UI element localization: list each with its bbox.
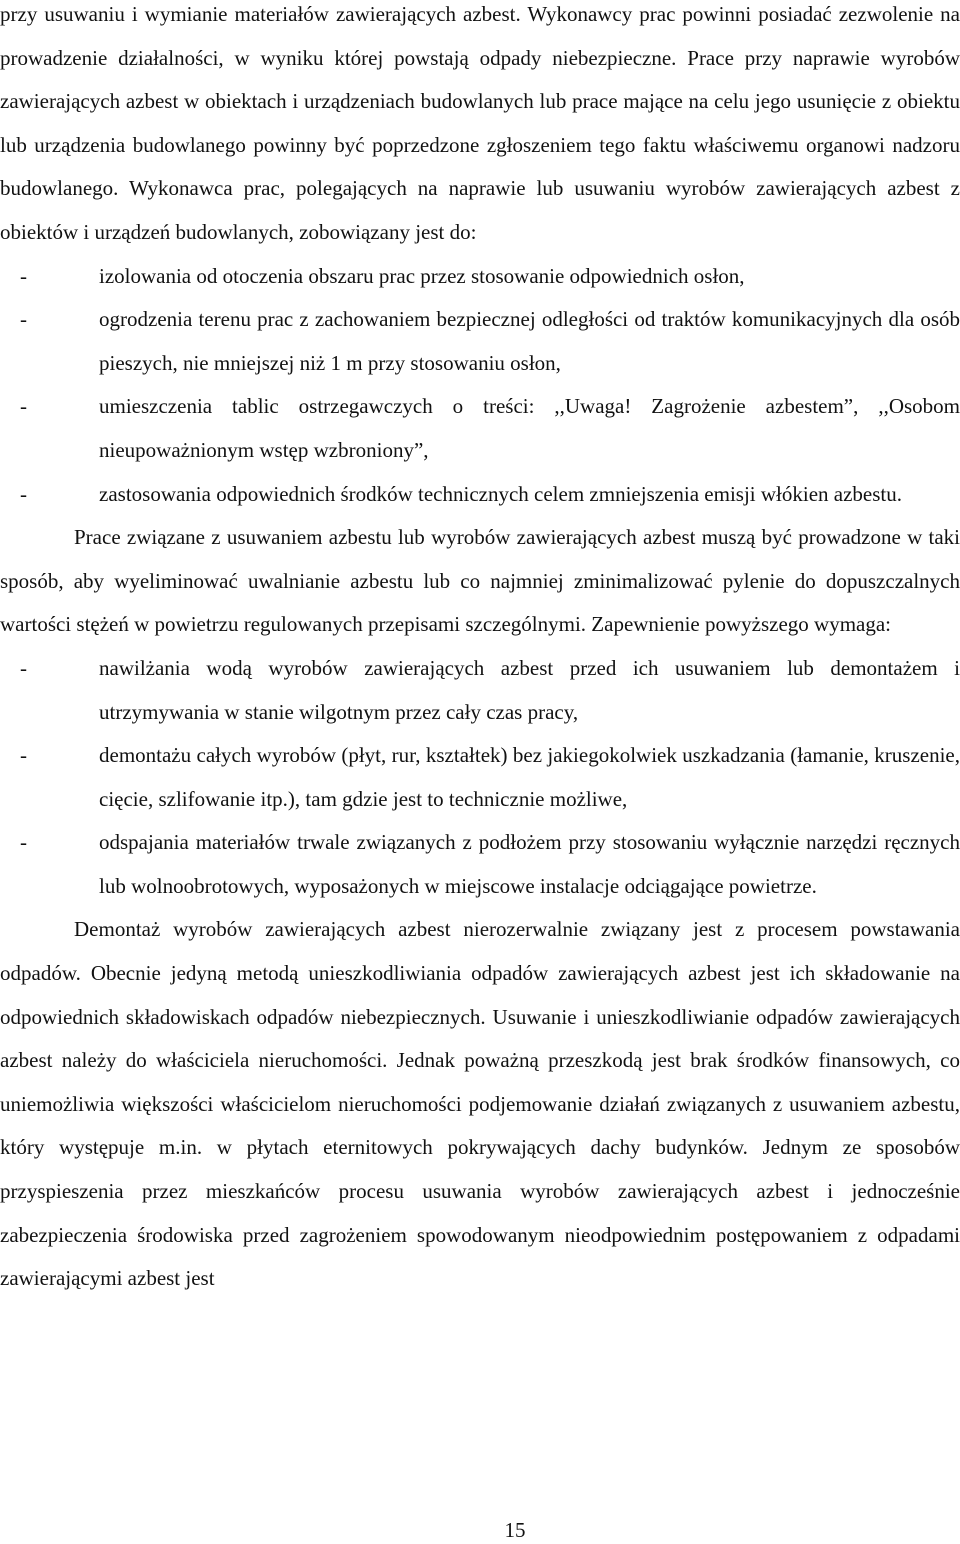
list-item-text: umieszczenia tablic ostrzegawczych o treści: ,,Uwaga! Zagrożenie azbestem”, ,,Osobom nieupoważnionym wstęp wzbroniony”, bbox=[99, 394, 960, 462]
list-item-text: nawilżania wodą wyrobów zawierających azbest przed ich usuwaniem lub demontażem i utrzymywania w stanie wilgotnym przez cały czas pracy, bbox=[99, 655, 960, 724]
list-bullet-dash: - bbox=[20, 307, 27, 332]
paragraph-waste-disposal: Demontaż wyrobów zawierających azbest nierozerwalnie związany jest z procesem powstawania odpadów. Obecnie jedyną metodą unieszkodliwiania odpadów zawierających azbest jest ich składowanie na odpowiednich składowiskach odpadów niebezpiecznych. Usuwanie i unieszkodliwianie odpadów zawierających azbest należy do właściciela nieruchomości. Jednak poważną przeszkodą jest brak środków finansowych, co uniemożliwia większości właścicielom nieruchomości podjemowanie działań związanych z usuwaniem azbestu, który występuje m.in. w płytach eternitowych pokrywających dachy budynków. Jednym ze sposobów przyspieszenia przez mieszkańców procesu usuwania wyrobów zawierających azbest i jednocześnie zabezpieczenia środowiska przed zagrożeniem spowodowanym nieodpowiednim postępowaniem z odpadami zawierającymi azbest jest bbox=[0, 917, 960, 1291]
list-bullet-dash: - bbox=[20, 394, 27, 419]
list-item-wetting bbox=[0, 647, 960, 734]
list-item-text: demontażu całych wyrobów (płyt, rur, kształtek) bez jakiegokolwiek uszkadzania (łamanie, kruszenie, cięcie, szlifowanie itp.), tam gdzie jest to technicznie możliwe, bbox=[99, 743, 960, 811]
list-bullet-dash: - bbox=[20, 263, 27, 288]
list-bullet-dash: - bbox=[20, 655, 27, 680]
list-bullet-dash: - bbox=[20, 830, 27, 855]
list-item-isolation bbox=[0, 255, 960, 299]
list-item-text: ogrodzenia terenu prac z zachowaniem bezpiecznej odległości od traktów komunikacyjnych dla osób pieszych, nie mniejszej niż 1 m przy stosowaniu osłon, bbox=[99, 307, 960, 375]
list-item-fencing bbox=[0, 298, 960, 385]
list-item-whole-dismantling bbox=[0, 734, 960, 821]
paragraph-contractor-obligations: przy usuwaniu i wymianie materiałów zawierających azbest. Wykonawcy prac powinni posiadać zezwolenie na prowadzenie działalności, w wyniku której powstają odpady niebezpieczne. Prace przy naprawie wyrobów zawierających azbest w obiektach i urządzeniach budowlanych lub prace mające na celu jego usunięcie z obiektu lub urządzenia budowlanego powinny być poprzedzone zgłoszeniem tego faktu właściwemu organowi nadzoru budowlanego. Wykonawca prac, polegających na naprawie lub usuwaniu wyrobów zawierających azbest z obiektów i urządzeń budowlanych, zobowiązany jest do: bbox=[0, 2, 960, 244]
paragraph-dust-minimization: Prace związane z usuwaniem azbestu lub wyrobów zawierających azbest muszą być prowadzone w taki sposób, aby wyeliminować uwalnianie azbestu lub co najmniej zminimalizować pylenie do dopuszczalnych wartości stężeń w powietrzu regulowanych przepisami szczególnymi. Zapewnienie powyższego wymaga: bbox=[0, 525, 960, 637]
requirements-list bbox=[0, 647, 960, 909]
list-item-hand-tools bbox=[0, 821, 960, 908]
list-bullet-dash: - bbox=[20, 743, 27, 768]
list-item-technical-measures bbox=[0, 473, 960, 517]
list-item-warning-signs bbox=[0, 385, 960, 472]
list-item-text: zastosowania odpowiednich środków technicznych celem zmniejszenia emisji włókien azbestu. bbox=[99, 481, 902, 506]
list-item-text: izolowania od otoczenia obszaru prac przez stosowanie odpowiednich osłon, bbox=[99, 263, 745, 288]
list-bullet-dash: - bbox=[20, 481, 27, 506]
contractor-duties-list bbox=[0, 255, 960, 517]
list-item-text: odspajania materiałów trwale związanych z podłożem przy stosowaniu wyłącznie narzędzi ręcznych lub wolnoobrotowych, wyposażonych w miejscowe instalacje odciągające powietrze. bbox=[99, 830, 960, 898]
page-number: 15 bbox=[504, 1518, 526, 1542]
